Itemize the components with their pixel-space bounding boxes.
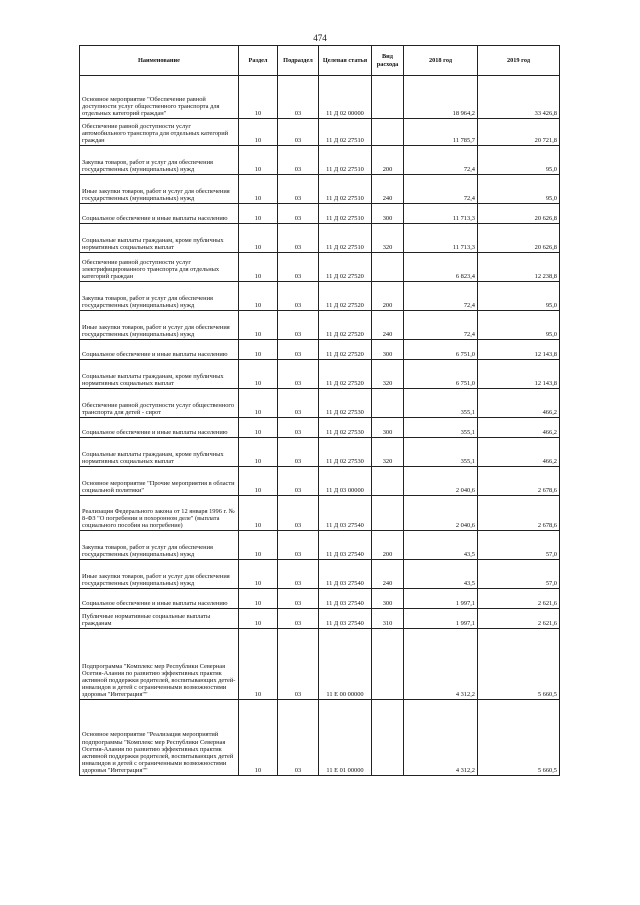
row-2018: 2 040,6 xyxy=(404,496,478,531)
table-row xyxy=(80,389,560,418)
table-row xyxy=(80,496,560,531)
row-statya: 11 Д 02 27510 xyxy=(319,175,372,204)
row-vid: 300 xyxy=(372,589,404,609)
row-name: Основное мероприятие "Реализация мероприятий подпрограммы "Комплекс мер Республики Северная Осетия-Алания по развитию эффективных практик активной поддержки родителей, воспитывающих детей инвалидов и детей с ограниченными возможностями здоровья "Интеграция"" xyxy=(80,700,239,776)
header-vid: Вид расхода xyxy=(372,46,404,76)
row-vid xyxy=(372,119,404,146)
row-name: Подпрограмма "Комплекс мер Республики Северная Осетия-Алания по развитию эффективных практик активной поддержки родителей, воспитывающих детей-инвалидов и детей с ограниченными возможностями здоровья "Интеграция"" xyxy=(80,629,239,700)
row-name: Социальное обеспечение и иные выплаты населению xyxy=(80,340,239,360)
row-2018: 355,1 xyxy=(404,418,478,438)
row-2018: 6 751,0 xyxy=(404,340,478,360)
row-vid xyxy=(372,76,404,119)
row-2018: 4 312,2 xyxy=(404,629,478,700)
row-name: Обеспечение равной доступности услуг общественного транспорта для детей - сирот xyxy=(80,389,239,418)
row-razdel: 10 xyxy=(239,119,278,146)
row-statya: 11 Д 02 27510 xyxy=(319,204,372,224)
row-name: Закупка товаров, работ и услуг для обеспечения государственных (муниципальных) нужд xyxy=(80,531,239,560)
table-row xyxy=(80,204,560,224)
row-2018: 11 713,3 xyxy=(404,224,478,253)
row-razdel: 10 xyxy=(239,204,278,224)
row-vid xyxy=(372,700,404,776)
row-razdel: 10 xyxy=(239,438,278,467)
row-2018: 355,1 xyxy=(404,438,478,467)
row-name: Иные закупки товаров, работ и услуг для обеспечения государственных (муниципальных) нужд xyxy=(80,175,239,204)
table-row xyxy=(80,146,560,175)
row-podrazdel: 03 xyxy=(278,146,319,175)
row-2019: 12 238,8 xyxy=(478,253,560,282)
row-2019: 57,0 xyxy=(478,531,560,560)
table-row xyxy=(80,253,560,282)
row-podrazdel: 03 xyxy=(278,467,319,496)
row-podrazdel: 03 xyxy=(278,438,319,467)
row-vid: 310 xyxy=(372,609,404,629)
row-statya: 11 Д 02 27520 xyxy=(319,340,372,360)
row-podrazdel: 03 xyxy=(278,311,319,340)
row-2019: 2 678,6 xyxy=(478,467,560,496)
row-2019: 95,0 xyxy=(478,282,560,311)
row-vid xyxy=(372,253,404,282)
header-2018: 2018 год xyxy=(404,46,478,76)
table-row xyxy=(80,589,560,609)
row-statya: 11 Д 02 27510 xyxy=(319,119,372,146)
row-razdel: 10 xyxy=(239,589,278,609)
row-razdel: 10 xyxy=(239,467,278,496)
row-statya: 11 Д 02 27520 xyxy=(319,311,372,340)
row-2019: 2 621,6 xyxy=(478,589,560,609)
row-statya: 11 Е 01 00000 xyxy=(319,700,372,776)
row-name: Обеспечение равной доступности услуг автомобильного транспорта для отдельных категорий граждан xyxy=(80,119,239,146)
row-name: Социальные выплаты гражданам, кроме публичных нормативных социальных выплат xyxy=(80,224,239,253)
row-statya: 11 Д 02 27520 xyxy=(319,282,372,311)
row-name: Иные закупки товаров, работ и услуг для обеспечения государственных (муниципальных) нужд xyxy=(80,560,239,589)
row-razdel: 10 xyxy=(239,311,278,340)
row-name: Реализация Федерального закона от 12 января 1996 г. № 8-ФЗ "О погребении и похоронном деле" (выплата социального пособия на погребение) xyxy=(80,496,239,531)
row-2019: 2 621,6 xyxy=(478,609,560,629)
row-razdel: 10 xyxy=(239,360,278,389)
row-2019: 57,0 xyxy=(478,560,560,589)
row-razdel: 10 xyxy=(239,76,278,119)
row-vid: 200 xyxy=(372,146,404,175)
table-row xyxy=(80,175,560,204)
row-2018: 43,5 xyxy=(404,531,478,560)
table-row xyxy=(80,418,560,438)
row-razdel: 10 xyxy=(239,560,278,589)
row-statya: 11 Д 02 27520 xyxy=(319,253,372,282)
row-name: Социальное обеспечение и иные выплаты населению xyxy=(80,204,239,224)
row-name: Обеспечение равной доступности услуг электрифицированного транспорта для отдельных категорий граждан xyxy=(80,253,239,282)
row-statya: 11 Д 02 27530 xyxy=(319,418,372,438)
row-2018: 72,4 xyxy=(404,282,478,311)
row-statya: 11 Д 03 27540 xyxy=(319,531,372,560)
row-name: Иные закупки товаров, работ и услуг для обеспечения государственных (муниципальных) нужд xyxy=(80,311,239,340)
row-vid: 240 xyxy=(372,175,404,204)
row-podrazdel: 03 xyxy=(278,224,319,253)
row-2019: 466,2 xyxy=(478,418,560,438)
table-row xyxy=(80,560,560,589)
header-razdel: Раздел xyxy=(239,46,278,76)
row-podrazdel: 03 xyxy=(278,418,319,438)
row-podrazdel: 03 xyxy=(278,340,319,360)
row-2018: 11 713,3 xyxy=(404,204,478,224)
row-vid: 200 xyxy=(372,282,404,311)
row-vid xyxy=(372,467,404,496)
table-row xyxy=(80,438,560,467)
row-statya: 11 Д 02 00000 xyxy=(319,76,372,119)
row-razdel: 10 xyxy=(239,496,278,531)
row-2019: 2 678,6 xyxy=(478,496,560,531)
row-2018: 72,4 xyxy=(404,311,478,340)
row-2019: 5 660,5 xyxy=(478,629,560,700)
row-vid: 320 xyxy=(372,360,404,389)
row-statya: 11 Д 02 27520 xyxy=(319,360,372,389)
row-2019: 33 426,8 xyxy=(478,76,560,119)
row-razdel: 10 xyxy=(239,224,278,253)
row-2019: 20 721,8 xyxy=(478,119,560,146)
row-2018: 72,4 xyxy=(404,175,478,204)
row-podrazdel: 03 xyxy=(278,360,319,389)
table-header-row xyxy=(80,46,560,76)
row-razdel: 10 xyxy=(239,340,278,360)
row-name: Закупка товаров, работ и услуг для обеспечения государственных (муниципальных) нужд xyxy=(80,282,239,311)
table-row xyxy=(80,224,560,253)
row-razdel: 10 xyxy=(239,418,278,438)
table-row xyxy=(80,360,560,389)
row-razdel: 10 xyxy=(239,282,278,311)
row-2019: 95,0 xyxy=(478,175,560,204)
row-vid: 300 xyxy=(372,204,404,224)
row-podrazdel: 03 xyxy=(278,589,319,609)
row-2018: 18 964,2 xyxy=(404,76,478,119)
row-name: Социальные выплаты гражданам, кроме публичных нормативных социальных выплат xyxy=(80,360,239,389)
page-number: 474 xyxy=(313,33,327,43)
table-row xyxy=(80,340,560,360)
table-body xyxy=(80,76,560,776)
row-2018: 6 751,0 xyxy=(404,360,478,389)
row-2018: 4 312,2 xyxy=(404,700,478,776)
row-name: Публичные нормативные социальные выплаты гражданам xyxy=(80,609,239,629)
header-2019: 2019 год xyxy=(478,46,560,76)
row-2019: 5 660,5 xyxy=(478,700,560,776)
row-2018: 1 997,1 xyxy=(404,589,478,609)
table-row xyxy=(80,531,560,560)
row-name: Социальное обеспечение и иные выплаты населению xyxy=(80,589,239,609)
row-razdel: 10 xyxy=(239,700,278,776)
row-statya: 11 Д 02 27510 xyxy=(319,224,372,253)
row-podrazdel: 03 xyxy=(278,560,319,589)
row-2018: 43,5 xyxy=(404,560,478,589)
row-2019: 466,2 xyxy=(478,438,560,467)
row-statya: 11 Е 00 00000 xyxy=(319,629,372,700)
table-row xyxy=(80,700,560,776)
row-vid xyxy=(372,629,404,700)
row-2019: 20 626,8 xyxy=(478,224,560,253)
row-2018: 1 997,1 xyxy=(404,609,478,629)
row-podrazdel: 03 xyxy=(278,700,319,776)
table-row xyxy=(80,76,560,119)
row-podrazdel: 03 xyxy=(278,496,319,531)
row-podrazdel: 03 xyxy=(278,609,319,629)
table-row xyxy=(80,629,560,700)
table-row xyxy=(80,282,560,311)
row-razdel: 10 xyxy=(239,531,278,560)
row-statya: 11 Д 03 27540 xyxy=(319,589,372,609)
row-2019: 12 143,8 xyxy=(478,340,560,360)
header-podrazdel: Подраздел xyxy=(278,46,319,76)
row-vid xyxy=(372,496,404,531)
row-name: Социальные выплаты гражданам, кроме публичных нормативных социальных выплат xyxy=(80,438,239,467)
row-vid: 300 xyxy=(372,340,404,360)
row-2018: 2 040,6 xyxy=(404,467,478,496)
row-vid xyxy=(372,389,404,418)
row-name: Социальное обеспечение и иные выплаты населению xyxy=(80,418,239,438)
row-name: Закупка товаров, работ и услуг для обеспечения государственных (муниципальных) нужд xyxy=(80,146,239,175)
row-2019: 12 143,8 xyxy=(478,360,560,389)
row-podrazdel: 03 xyxy=(278,204,319,224)
row-name: Основное мероприятие "Прочие мероприятия в области социальной политики" xyxy=(80,467,239,496)
table-row xyxy=(80,467,560,496)
row-podrazdel: 03 xyxy=(278,119,319,146)
row-statya: 11 Д 02 27510 xyxy=(319,146,372,175)
row-razdel: 10 xyxy=(239,146,278,175)
row-statya: 11 Д 03 27540 xyxy=(319,560,372,589)
row-razdel: 10 xyxy=(239,175,278,204)
header-name: Наименование xyxy=(80,46,239,76)
row-vid: 300 xyxy=(372,418,404,438)
row-statya: 11 Д 02 27530 xyxy=(319,389,372,418)
row-podrazdel: 03 xyxy=(278,175,319,204)
row-vid: 240 xyxy=(372,311,404,340)
row-podrazdel: 03 xyxy=(278,253,319,282)
budget-table xyxy=(79,45,560,776)
row-2019: 95,0 xyxy=(478,146,560,175)
row-2019: 466,2 xyxy=(478,389,560,418)
row-statya: 11 Д 03 27540 xyxy=(319,496,372,531)
table-row xyxy=(80,609,560,629)
row-vid: 200 xyxy=(372,531,404,560)
row-2019: 95,0 xyxy=(478,311,560,340)
row-vid: 320 xyxy=(372,224,404,253)
row-podrazdel: 03 xyxy=(278,282,319,311)
header-statya: Целевая статья xyxy=(319,46,372,76)
row-podrazdel: 03 xyxy=(278,76,319,119)
row-2018: 355,1 xyxy=(404,389,478,418)
row-vid: 240 xyxy=(372,560,404,589)
row-2018: 72,4 xyxy=(404,146,478,175)
row-2019: 20 626,8 xyxy=(478,204,560,224)
row-razdel: 10 xyxy=(239,629,278,700)
row-podrazdel: 03 xyxy=(278,389,319,418)
row-2018: 11 785,7 xyxy=(404,119,478,146)
row-podrazdel: 03 xyxy=(278,531,319,560)
row-razdel: 10 xyxy=(239,253,278,282)
table-row xyxy=(80,311,560,340)
row-2018: 6 823,4 xyxy=(404,253,478,282)
table-row xyxy=(80,119,560,146)
row-podrazdel: 03 xyxy=(278,629,319,700)
row-razdel: 10 xyxy=(239,389,278,418)
row-razdel: 10 xyxy=(239,609,278,629)
row-statya: 11 Д 02 27530 xyxy=(319,438,372,467)
row-statya: 11 Д 03 00000 xyxy=(319,467,372,496)
row-vid: 320 xyxy=(372,438,404,467)
row-statya: 11 Д 03 27540 xyxy=(319,609,372,629)
row-name: Основное мероприятие "Обеспечение равной доступности услуг общественного транспорта для отдельных категорий граждан" xyxy=(80,76,239,119)
